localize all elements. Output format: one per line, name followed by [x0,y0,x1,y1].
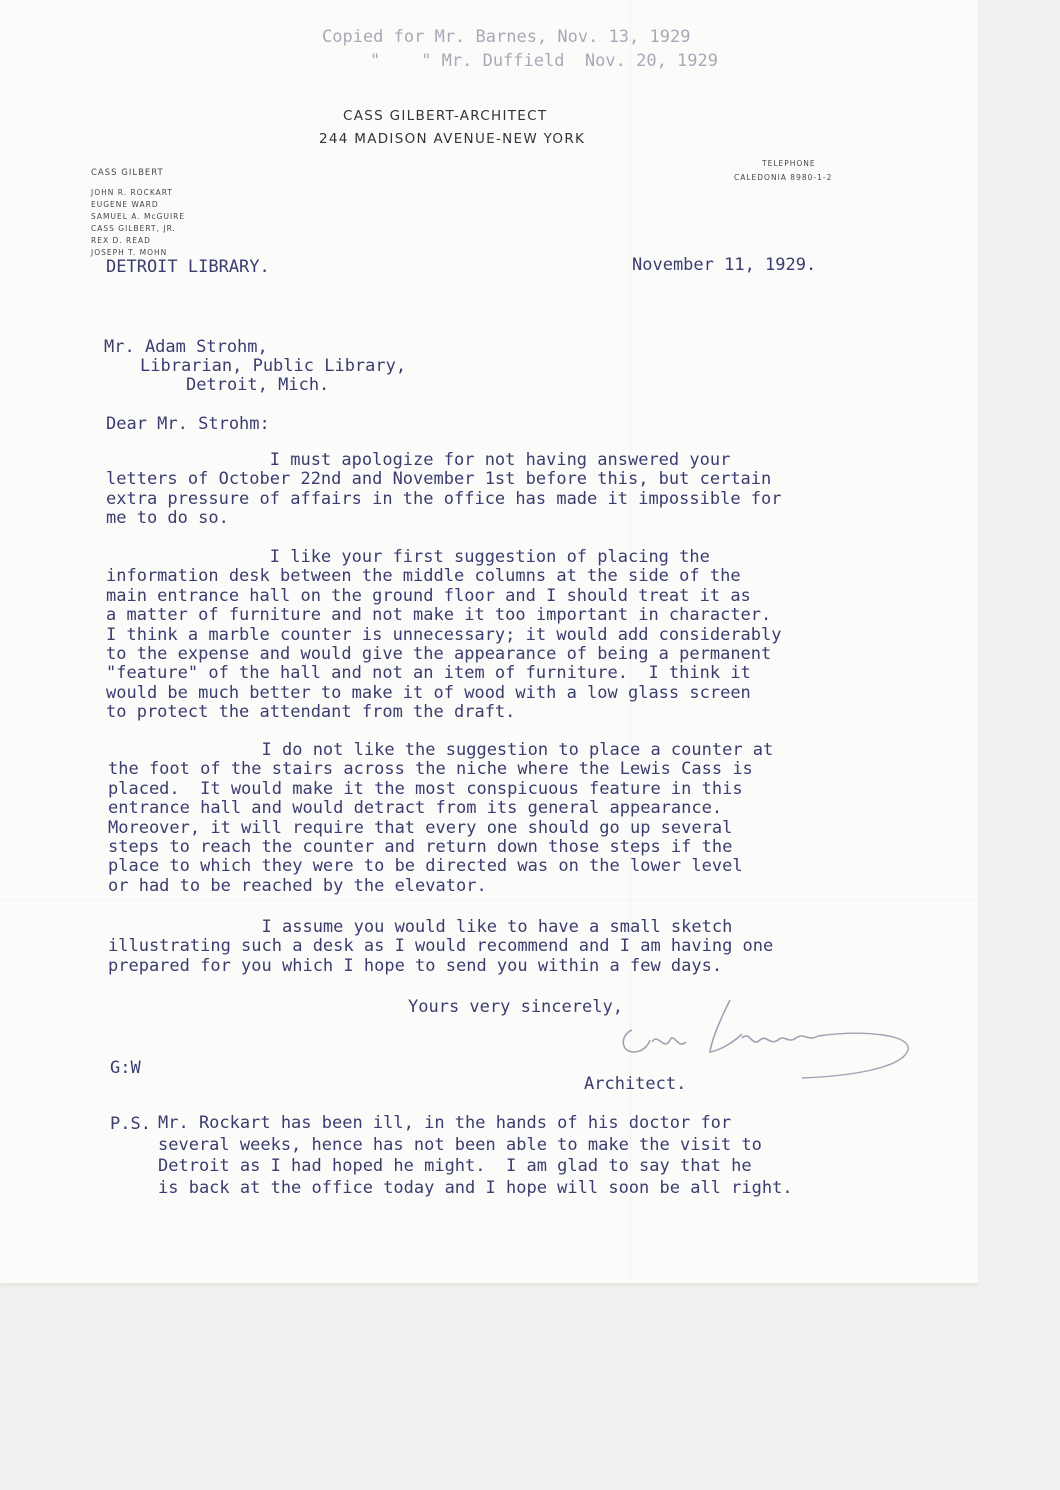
body-paragraph-4: I assume you would like to have a small sketch illustrating such a desk as I would recommend and I am having one prepared for you which I hope to send you within a few days. [108,917,774,976]
associate-name: JOSEPH T. MOHN [91,248,168,257]
handwritten-signature [612,990,912,1080]
postscript-label: P.S. [110,1114,151,1134]
letterhead-address: 244 MADISON AVENUE-NEW YORK [319,131,586,147]
body-paragraph-1: I must apologize for not having answered your letters of October 22nd and November 1st before this, but certain extra pressure of affairs in the office has made it impossible for me to do so. [106,450,782,529]
associate-name: EUGENE WARD [91,200,159,209]
signature-title: Architect. [584,1074,687,1094]
body-paragraph-2: I like your first suggestion of placing the information desk between the middle columns at the side of the main entrance hall on the ground floor and I should treat it as a matter of furniture and not make it too important in character. I think a marble counter is unnecessary; it would add considerably to the expense and would give the appearance of being a permanent "feature" of the hall and not an item of furniture. I think it would be much better to make it of wood with a low glass screen to protect the attendant from the draft. [106,547,782,723]
letterhead-firm: CASS GILBERT-ARCHITECT [343,108,548,124]
telephone-label: TELEPHONE [762,159,816,168]
fold-line-horizontal [0,900,978,901]
recipient-title: Librarian, Public Library, [140,356,407,376]
sheet-shadow-edge [0,1283,978,1289]
letter-subject: DETROIT LIBRARY. [106,257,270,277]
copied-note-line-1: Copied for Mr. Barnes, Nov. 13, 1929 [322,27,691,47]
associate-name: SAMUEL A. McGUIRE [91,212,186,221]
closing: Yours very sincerely, [408,997,623,1017]
postscript-text: Mr. Rockart has been ill, in the hands of his doctor for several weeks, hence has not been able to make the visit to Detroit as I had hoped he might. I am glad to say that he is back at the office today and I hope will soon be all right. [158,1113,793,1198]
copied-note-line-2: " " Mr. Duffield Nov. 20, 1929 [370,51,718,71]
associate-name: JOHN R. ROCKART [91,188,173,197]
letterhead-principal: CASS GILBERT [91,168,164,178]
salutation: Dear Mr. Strohm: [106,414,270,434]
recipient-city: Detroit, Mich. [186,375,330,395]
recipient-name: Mr. Adam Strohm, [104,337,268,357]
associate-name: CASS GILBERT, JR. [91,224,176,233]
letter-date: November 11, 1929. [632,255,817,275]
typist-initials: G:W [110,1058,141,1078]
associate-name: REX D. READ [91,236,151,245]
telephone-number: CALEDONIA 8980-1-2 [734,173,833,182]
body-paragraph-3: I do not like the suggestion to place a counter at the foot of the stairs across the niche where the Lewis Cass is placed. It would make it the most conspicuous feature in this entrance hall and would detract from its general appearance. Moreover, it will require that every one should go up several steps to reach the counter and return down those steps if the place to which they were to be directed was on the lower level or had to be reached by the elevator. [108,740,774,896]
